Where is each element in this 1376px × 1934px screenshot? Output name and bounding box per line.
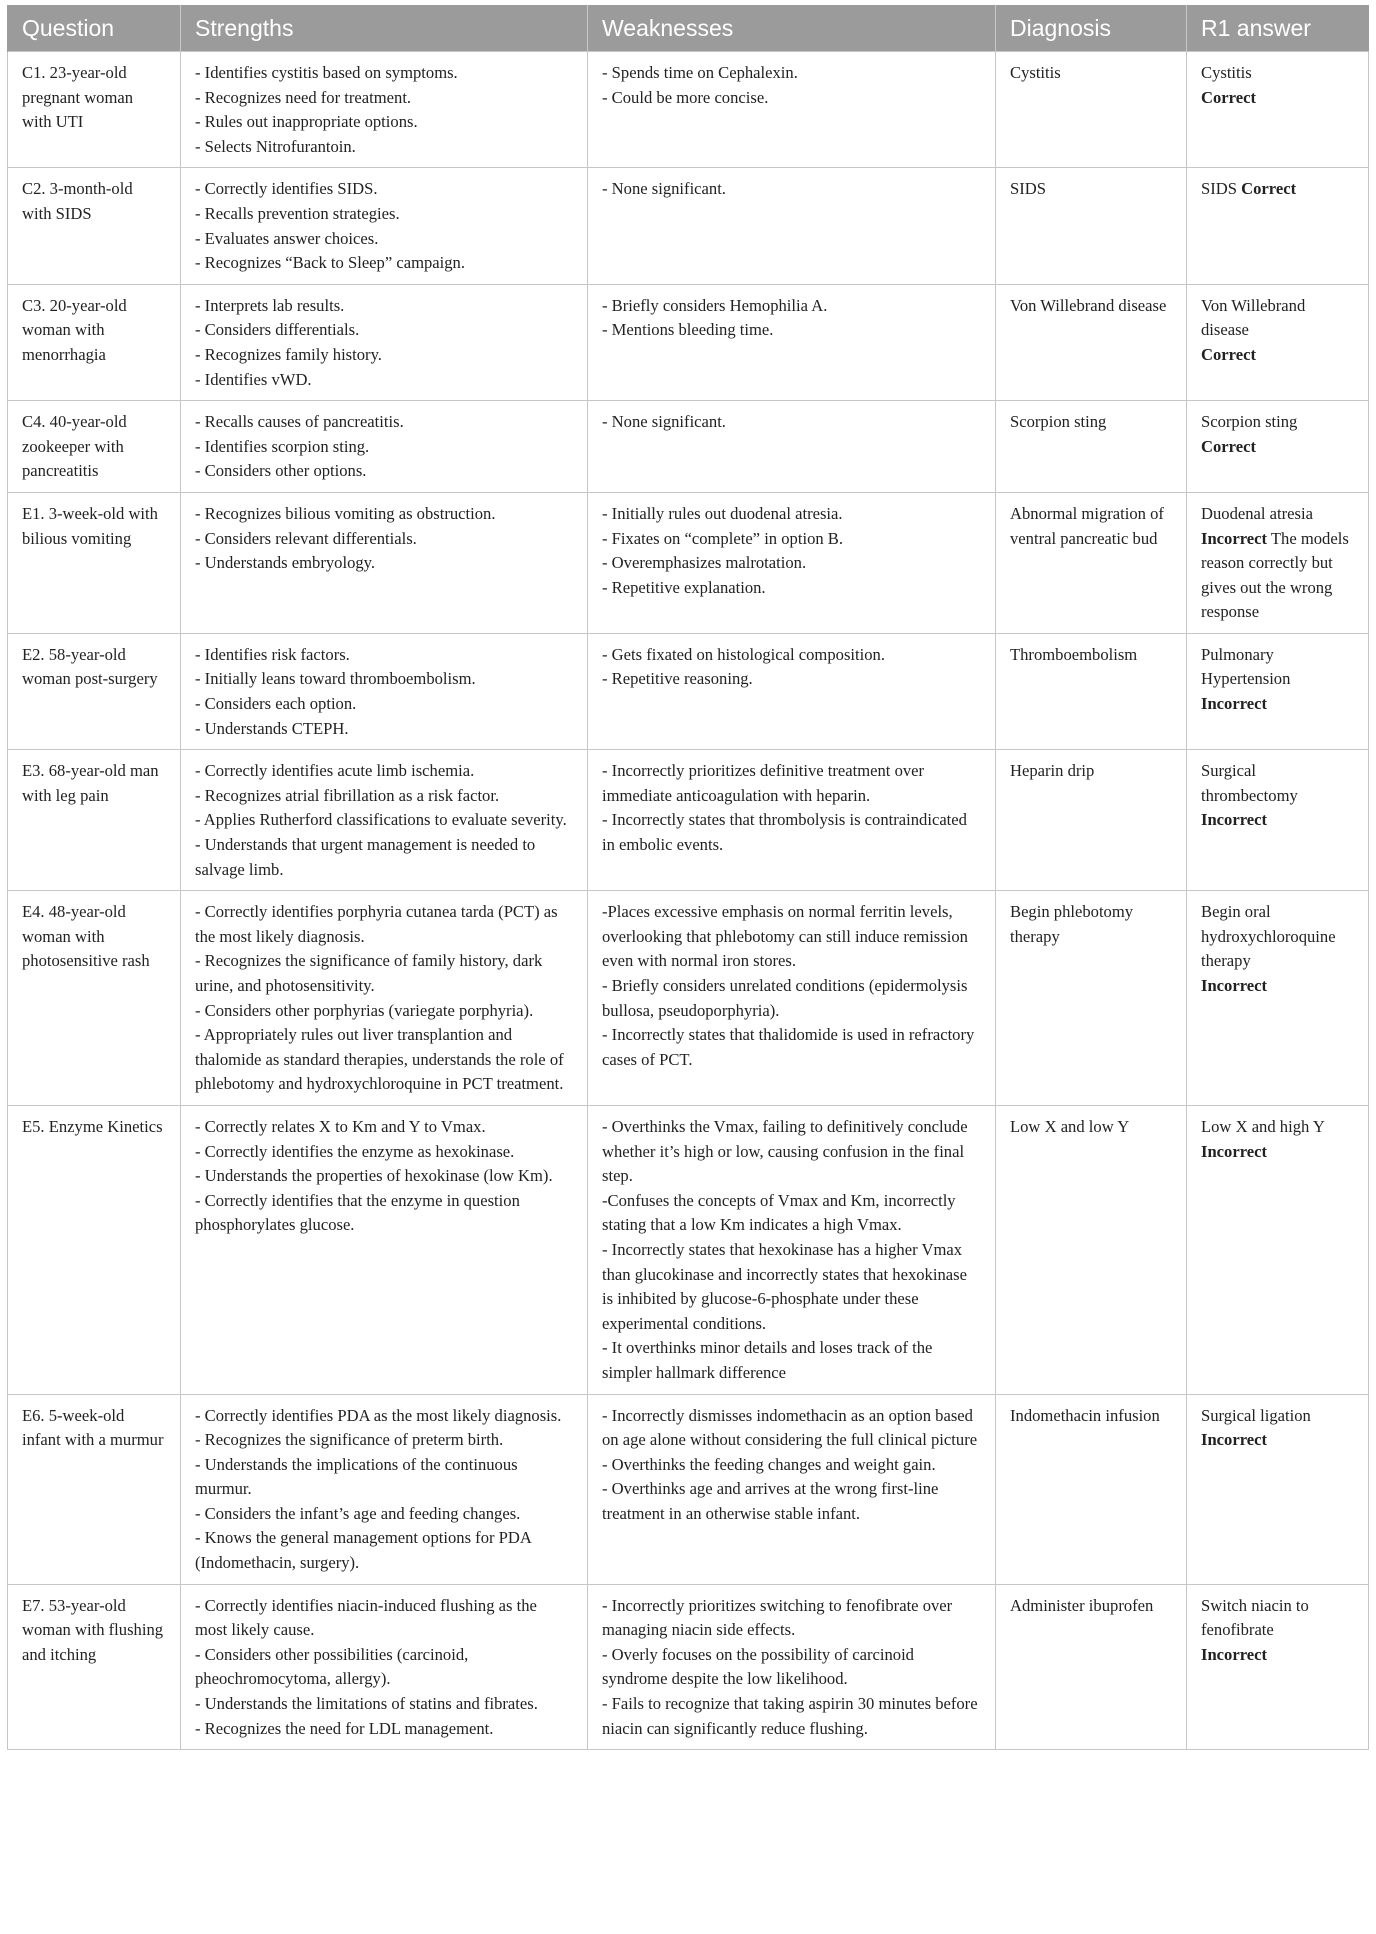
r1-answer-text: Von Willebrand disease [1201, 295, 1306, 340]
weaknesses-item: - None significant. [602, 412, 726, 432]
r1-verdict: Correct [1201, 87, 1256, 107]
strengths-item: - Evaluates answer choices. [195, 228, 379, 248]
strengths-item: - Rules out inappropriate options. [195, 112, 418, 132]
question-cell: E7. 53-year-old woman with flushing and itching [8, 1584, 181, 1750]
r1-answer-cell [1187, 891, 1369, 1106]
evaluation-table-container [7, 5, 1368, 1750]
weaknesses-item: - Overemphasizes malrotation. [602, 553, 807, 573]
weaknesses-item: - Incorrectly states that thalidomide is used in refractory cases of PCT. [602, 1025, 975, 1069]
header-row [8, 5, 1369, 52]
weaknesses-cell [588, 633, 996, 749]
weaknesses-item: - Fixates on “complete” in option B. [602, 528, 844, 548]
header-weaknesses: Weaknesses [588, 5, 996, 52]
diagnosis-cell: Administer ibuprofen [996, 1584, 1187, 1750]
weaknesses-cell [588, 284, 996, 400]
strengths-item: - Recognizes family history. [195, 344, 382, 364]
r1-answer-text: Low X and high Y [1201, 1116, 1325, 1136]
weaknesses-cell [588, 168, 996, 284]
strengths-item: - Recognizes bilious vomiting as obstruction. [195, 503, 496, 523]
weaknesses-item: - Incorrectly states that thrombolysis is contraindicated in embolic events. [602, 810, 967, 855]
strengths-cell [181, 633, 588, 749]
strengths-item: - Recognizes the significance of family history, dark urine, and photosensitivity. [195, 951, 543, 995]
r1-answer-text: Surgical ligation [1201, 1405, 1311, 1425]
r1-answer-text: Surgical thrombectomy [1201, 761, 1298, 805]
r1-verdict: Incorrect [1201, 528, 1268, 548]
weaknesses-cell [588, 891, 996, 1106]
question-cell: E4. 48-year-old woman with photosensitive rash [8, 891, 181, 1106]
weaknesses-item: - Incorrectly prioritizes switching to fenofibrate over managing niacin side effects. [602, 1595, 953, 1640]
r1-answer-cell [1187, 168, 1369, 284]
strengths-cell [181, 1584, 588, 1750]
strengths-item: - Identifies risk factors. [195, 644, 350, 664]
question-cell: C4. 40-year-old zookeeper with pancreatitis [8, 401, 181, 493]
question-cell: E5. Enzyme Kinetics [8, 1105, 181, 1394]
weaknesses-item: - Spends time on Cephalexin. [602, 63, 798, 82]
strengths-item: - Identifies scorpion sting. [195, 436, 370, 456]
weaknesses-cell [588, 1394, 996, 1584]
r1-answer-text: Cystitis [1201, 63, 1252, 82]
r1-verdict: Incorrect [1201, 1430, 1268, 1450]
r1-verdict-line [1201, 435, 1354, 460]
strengths-cell [181, 168, 588, 284]
r1-answer-text: SIDS [1201, 179, 1237, 199]
r1-answer-cell [1187, 1394, 1369, 1584]
r1-verdict-line [1201, 86, 1354, 111]
table-body [8, 52, 1369, 1750]
weaknesses-cell [588, 492, 996, 633]
question-cell: E3. 68-year-old man with leg pain [8, 750, 181, 891]
r1-verdict: Correct [1201, 344, 1256, 364]
strengths-item: - Considers other possibilities (carcinoid, pheochromocytoma, allergy). [195, 1644, 469, 1689]
weaknesses-cell [588, 52, 996, 168]
r1-verdict-line [1201, 1428, 1354, 1453]
table-row [8, 1394, 1369, 1584]
strengths-item: - Appropriately rules out liver transplantion and thalomide as standard therapies, understands the role of phlebotomy and hydroxychloroquine in PCT treatment. [195, 1025, 564, 1094]
r1-answer-text: Switch niacin to fenofibrate [1201, 1595, 1309, 1640]
strengths-cell [181, 492, 588, 633]
question-cell: E2. 58-year-old woman post-surgery [8, 633, 181, 749]
weaknesses-cell [588, 750, 996, 891]
evaluation-table [7, 5, 1369, 1750]
r1-verdict: Incorrect [1201, 810, 1268, 830]
weaknesses-cell [588, 1105, 996, 1394]
strengths-item: - Interprets lab results. [195, 295, 345, 315]
r1-answer-text: Begin oral hydroxychloroquine therapy [1201, 902, 1336, 971]
strengths-item: - Recognizes need for treatment. [195, 87, 412, 107]
strengths-item: - Recognizes the significance of preterm birth. [195, 1430, 504, 1450]
weaknesses-item: - Incorrectly states that hexokinase has a higher Vmax than glucokinase and incorrectly states that hexokinase is inhibited by glucose-6-phosphate under these experimental conditions. [602, 1239, 967, 1333]
strengths-cell [181, 891, 588, 1106]
strengths-item: - Knows the general management options for PDA (Indomethacin, surgery). [195, 1528, 531, 1573]
r1-answer-cell [1187, 1584, 1369, 1750]
weaknesses-item: -Confuses the concepts of Vmax and Km, incorrectly stating that a low Km indicates a high Vmax. [602, 1190, 956, 1235]
strengths-item: - Identifies cystitis based on symptoms. [195, 63, 458, 82]
strengths-item: - Applies Rutherford classifications to evaluate severity. [195, 810, 567, 830]
r1-answer-text: Pulmonary Hypertension [1201, 644, 1291, 689]
weaknesses-item: - Repetitive explanation. [602, 577, 766, 597]
r1-verdict: Incorrect [1201, 694, 1268, 714]
diagnosis-cell: Cystitis [996, 52, 1187, 168]
weaknesses-item: - It overthinks minor details and loses track of the simpler hallmark difference [602, 1338, 933, 1382]
strengths-item: - Understands that urgent management is needed to salvage limb. [195, 835, 536, 879]
table-row [8, 168, 1369, 284]
strengths-item: - Considers the infant’s age and feeding changes. [195, 1503, 521, 1523]
r1-answer-cell [1187, 401, 1369, 493]
diagnosis-cell: Begin phlebotomy therapy [996, 891, 1187, 1106]
strengths-item: - Considers relevant differentials. [195, 528, 417, 548]
r1-answer-text: Duodenal atresia [1201, 503, 1313, 523]
table-row [8, 401, 1369, 493]
table-row [8, 891, 1369, 1106]
weaknesses-item: - Incorrectly dismisses indomethacin as an option based on age alone without considering the full clinical picture [602, 1405, 978, 1450]
strengths-item: - Understands embryology. [195, 553, 376, 573]
weaknesses-item: - Briefly considers unrelated conditions (epidermolysis bullosa, pseudoporphyria). [602, 976, 968, 1020]
r1-verdict-line [1201, 1643, 1354, 1668]
weaknesses-item: -Places excessive emphasis on normal ferritin levels, overlooking that phlebotomy can still induce remission even with normal iron stores. [602, 902, 968, 971]
strengths-cell [181, 1105, 588, 1394]
strengths-cell [181, 52, 588, 168]
table-row [8, 633, 1369, 749]
diagnosis-cell: Von Willebrand disease [996, 284, 1187, 400]
diagnosis-cell: SIDS [996, 168, 1187, 284]
weaknesses-item: - Could be more concise. [602, 87, 769, 107]
question-cell: E1. 3-week-old with bilious vomiting [8, 492, 181, 633]
r1-verdict: Correct [1201, 436, 1256, 456]
question-cell: C1. 23-year-old pregnant woman with UTI [8, 52, 181, 168]
diagnosis-cell: Abnormal migration of ventral pancreatic bud [996, 492, 1187, 633]
question-cell: E6. 5-week-old infant with a murmur [8, 1394, 181, 1584]
strengths-item: - Recalls prevention strategies. [195, 203, 400, 223]
strengths-item: - Correctly identifies that the enzyme in question phosphorylates glucose. [195, 1190, 520, 1235]
strengths-item: - Correctly identifies PDA as the most likely diagnosis. [195, 1405, 562, 1425]
r1-answer-cell [1187, 633, 1369, 749]
strengths-item: - Initially leans toward thromboembolism. [195, 669, 476, 689]
strengths-item: - Correctly relates X to Km and Y to Vmax. [195, 1116, 486, 1136]
r1-answer-cell [1187, 284, 1369, 400]
strengths-cell [181, 1394, 588, 1584]
strengths-item: - Correctly identifies porphyria cutanea tarda (PCT) as the most likely diagnosis. [195, 902, 558, 946]
r1-verdict: Incorrect [1201, 1141, 1268, 1161]
strengths-item: - Correctly identifies acute limb ischemia. [195, 761, 475, 781]
r1-verdict-line [1201, 527, 1354, 625]
diagnosis-cell: Scorpion sting [996, 401, 1187, 493]
weaknesses-cell [588, 1584, 996, 1750]
diagnosis-cell: Indomethacin infusion [996, 1394, 1187, 1584]
header-question: Question [8, 5, 181, 52]
weaknesses-item: - Initially rules out duodenal atresia. [602, 503, 843, 523]
strengths-item: - Considers other porphyrias (variegate porphyria). [195, 1000, 534, 1020]
weaknesses-item: - Overthinks age and arrives at the wrong first-line treatment in an otherwise stable infant. [602, 1479, 939, 1523]
r1-answer-cell [1187, 492, 1369, 633]
strengths-item: - Recalls causes of pancreatitis. [195, 412, 404, 432]
table-row [8, 52, 1369, 168]
weaknesses-item: - Briefly considers Hemophilia A. [602, 295, 828, 315]
weaknesses-item: - Overly focuses on the possibility of carcinoid syndrome despite the low likelihood. [602, 1644, 914, 1689]
strengths-item: - Correctly identifies the enzyme as hexokinase. [195, 1141, 515, 1161]
weaknesses-item: - Mentions bleeding time. [602, 320, 774, 340]
strengths-item: - Considers differentials. [195, 320, 360, 340]
strengths-item: - Considers each option. [195, 694, 357, 714]
strengths-item: - Understands CTEPH. [195, 718, 349, 738]
strengths-item: - Understands the implications of the continuous murmur. [195, 1454, 518, 1499]
r1-answer-note: The models reason correctly but gives out the wrong response [1201, 528, 1349, 622]
r1-answer-cell [1187, 1105, 1369, 1394]
strengths-item: - Selects Nitrofurantoin. [195, 136, 356, 156]
strengths-item: - Correctly identifies niacin-induced flushing as the most likely cause. [195, 1595, 537, 1640]
strengths-item: - Correctly identifies SIDS. [195, 179, 378, 199]
weaknesses-item: - Repetitive reasoning. [602, 669, 753, 689]
r1-answer-cell [1187, 52, 1369, 168]
strengths-cell [181, 401, 588, 493]
weaknesses-item: - Overthinks the Vmax, failing to definitively conclude whether it’s high or low, causing confusion in the final step. [602, 1116, 968, 1186]
r1-verdict-line [1241, 179, 1296, 198]
strengths-item: - Identifies vWD. [195, 369, 312, 389]
table-row [8, 750, 1369, 891]
strengths-item: - Considers other options. [195, 461, 367, 481]
r1-verdict-line [1201, 1140, 1354, 1165]
strengths-item: - Understands the limitations of statins and fibrates. [195, 1694, 538, 1714]
r1-verdict-line [1201, 974, 1354, 999]
strengths-item: - Recognizes atrial fibrillation as a risk factor. [195, 785, 500, 805]
weaknesses-item: - Fails to recognize that taking aspirin 30 minutes before niacin can significantly reduce flushing. [602, 1694, 978, 1738]
weaknesses-cell [588, 401, 996, 493]
header-r1-answer: R1 answer [1187, 5, 1369, 52]
header-diagnosis: Diagnosis [996, 5, 1187, 52]
r1-verdict: Incorrect [1201, 1644, 1268, 1664]
header-strengths: Strengths [181, 5, 588, 52]
strengths-item: - Recognizes “Back to Sleep” campaign. [195, 253, 466, 273]
diagnosis-cell: Thromboembolism [996, 633, 1187, 749]
r1-answer-cell [1187, 750, 1369, 891]
r1-verdict-line [1201, 343, 1354, 368]
table-row [8, 492, 1369, 633]
weaknesses-item: - None significant. [602, 179, 726, 199]
r1-verdict: Correct [1241, 179, 1297, 199]
r1-verdict-line [1201, 692, 1354, 717]
r1-answer-text: Scorpion sting [1201, 412, 1298, 432]
weaknesses-item: - Overthinks the feeding changes and weight gain. [602, 1454, 936, 1474]
diagnosis-cell: Heparin drip [996, 750, 1187, 891]
strengths-item: - Recognizes the need for LDL management. [195, 1718, 494, 1738]
question-cell: C2. 3-month-old with SIDS [8, 168, 181, 284]
table-header [8, 5, 1369, 52]
diagnosis-cell: Low X and low Y [996, 1105, 1187, 1394]
question-cell: C3. 20-year-old woman with menorrhagia [8, 284, 181, 400]
table-row [8, 1105, 1369, 1394]
weaknesses-item: - Gets fixated on histological composition. [602, 644, 885, 664]
table-row [8, 1584, 1369, 1750]
weaknesses-item: - Incorrectly prioritizes definitive treatment over immediate anticoagulation with heparin. [602, 761, 925, 805]
r1-verdict: Incorrect [1201, 976, 1268, 995]
r1-verdict-line [1201, 808, 1354, 833]
strengths-item: - Understands the properties of hexokinase (low Km). [195, 1166, 553, 1186]
strengths-cell [181, 284, 588, 400]
table-row [8, 284, 1369, 400]
strengths-cell [181, 750, 588, 891]
